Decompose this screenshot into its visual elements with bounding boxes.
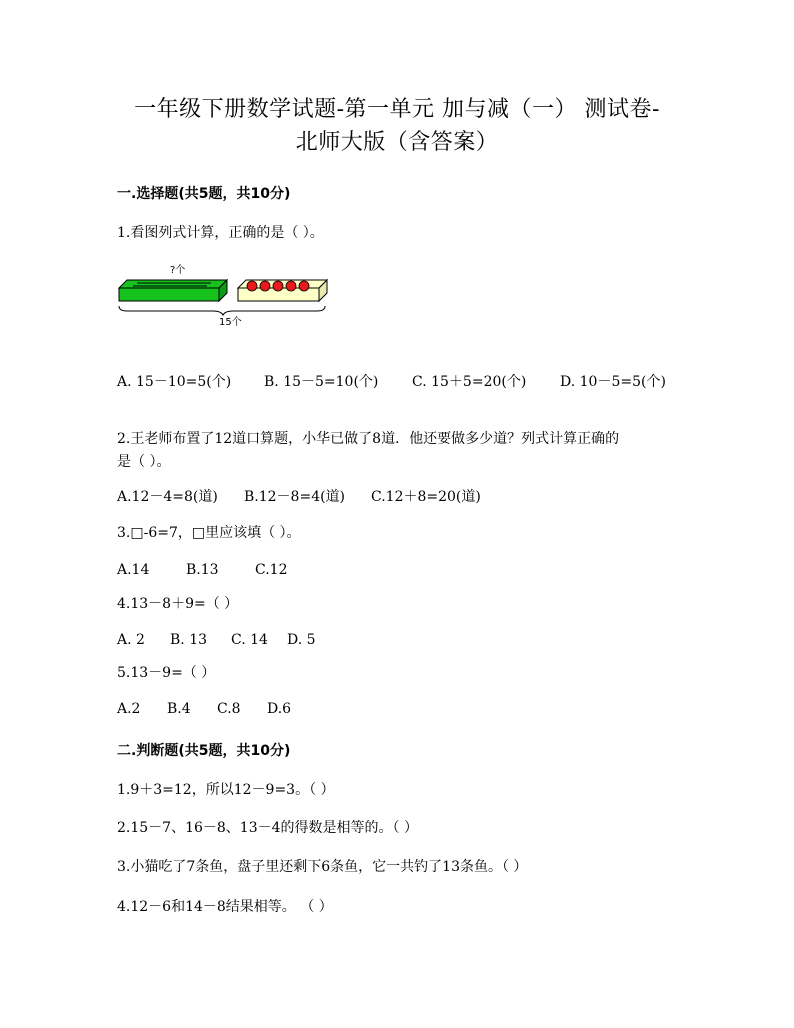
green-bar-box [119, 280, 227, 301]
page-title-line-1: 一年级下册数学试题-第一单元 加与减（一） 测试卷- [134, 97, 660, 122]
q1-option-c[interactable]: C. 15＋5=20(个) [412, 374, 527, 390]
question-5-options [117, 698, 291, 720]
judgement-question-4: 4.12－6和14－8结果相等。 （ ） [117, 899, 333, 915]
q4-option-a[interactable]: A. 2 [117, 632, 145, 648]
q2-option-c[interactable]: C.12＋8=20(道) [371, 489, 481, 505]
question-2-options [117, 486, 481, 508]
figure-top-label: ?个 [170, 265, 186, 276]
q5-option-d[interactable]: D.6 [267, 701, 292, 717]
q4-option-d[interactable]: D. 5 [287, 632, 316, 648]
judgement-question-2: 2.15－7、16－8、13－4的得数是相等的。（ ） [117, 820, 418, 836]
q1-option-d[interactable]: D. 10－5=5(个) [560, 374, 666, 390]
figure-bracket [119, 306, 325, 315]
q2-option-b[interactable]: B.12－8=4(道) [244, 489, 346, 505]
page-title-line-2: 北师大版（含答案） [295, 130, 499, 155]
red-dot [299, 281, 309, 291]
q5-option-a[interactable]: A.2 [117, 701, 141, 717]
question-1-options [117, 371, 666, 393]
q5-option-b[interactable]: B.4 [167, 701, 191, 717]
section-2-heading: 二.判断题(共5题，共10分) [117, 743, 291, 759]
question-4-stem: 4.13－8＋9=（ ） [117, 596, 239, 612]
question-3-stem: 3.□-6=7，□里应该填（ ）。 [117, 525, 301, 541]
red-dot [247, 281, 257, 291]
q4-option-c[interactable]: C. 14 [231, 632, 268, 648]
red-dot [286, 281, 296, 291]
question-1-stem: 1.看图列式计算，正确的是（ ）。 [117, 225, 324, 241]
question-5-stem: 5.13－9=（ ） [117, 665, 216, 681]
q5-option-c[interactable]: C.8 [217, 701, 241, 717]
figure-bottom-label: 15个 [219, 317, 242, 328]
q4-option-b[interactable]: B. 13 [170, 632, 208, 648]
yellow-dots-box [238, 280, 327, 301]
q1-option-b[interactable]: B. 15－5=10(个) [264, 374, 379, 390]
section-1-heading: 一.选择题(共5题，共10分) [117, 186, 291, 202]
question-2-stem-line-2: 是（ ）。 [117, 454, 171, 470]
question-1-figure [115, 258, 330, 330]
judgement-question-1: 1.9＋3=12，所以12－9=3。（ ） [117, 782, 335, 798]
q3-option-a[interactable]: A.14 [117, 562, 150, 578]
question-4-options [117, 629, 316, 651]
red-dot [273, 281, 283, 291]
question-2-stem-line-1: 2.王老师布置了12道口算题，小华已做了8道．他还要做多少道？列式计算正确的 [117, 431, 620, 447]
red-dot [260, 281, 270, 291]
q1-option-a[interactable]: A. 15－10=5(个) [117, 374, 232, 390]
question-3-options [117, 559, 287, 581]
judgement-question-3: 3.小猫吃了7条鱼，盘子里还剩下6条鱼，它一共钓了13条鱼。（ ） [117, 859, 528, 875]
q3-option-b[interactable]: B.13 [186, 562, 219, 578]
q2-option-a[interactable]: A.12－4=8(道) [117, 489, 218, 505]
q3-option-c[interactable]: C.12 [255, 562, 288, 578]
